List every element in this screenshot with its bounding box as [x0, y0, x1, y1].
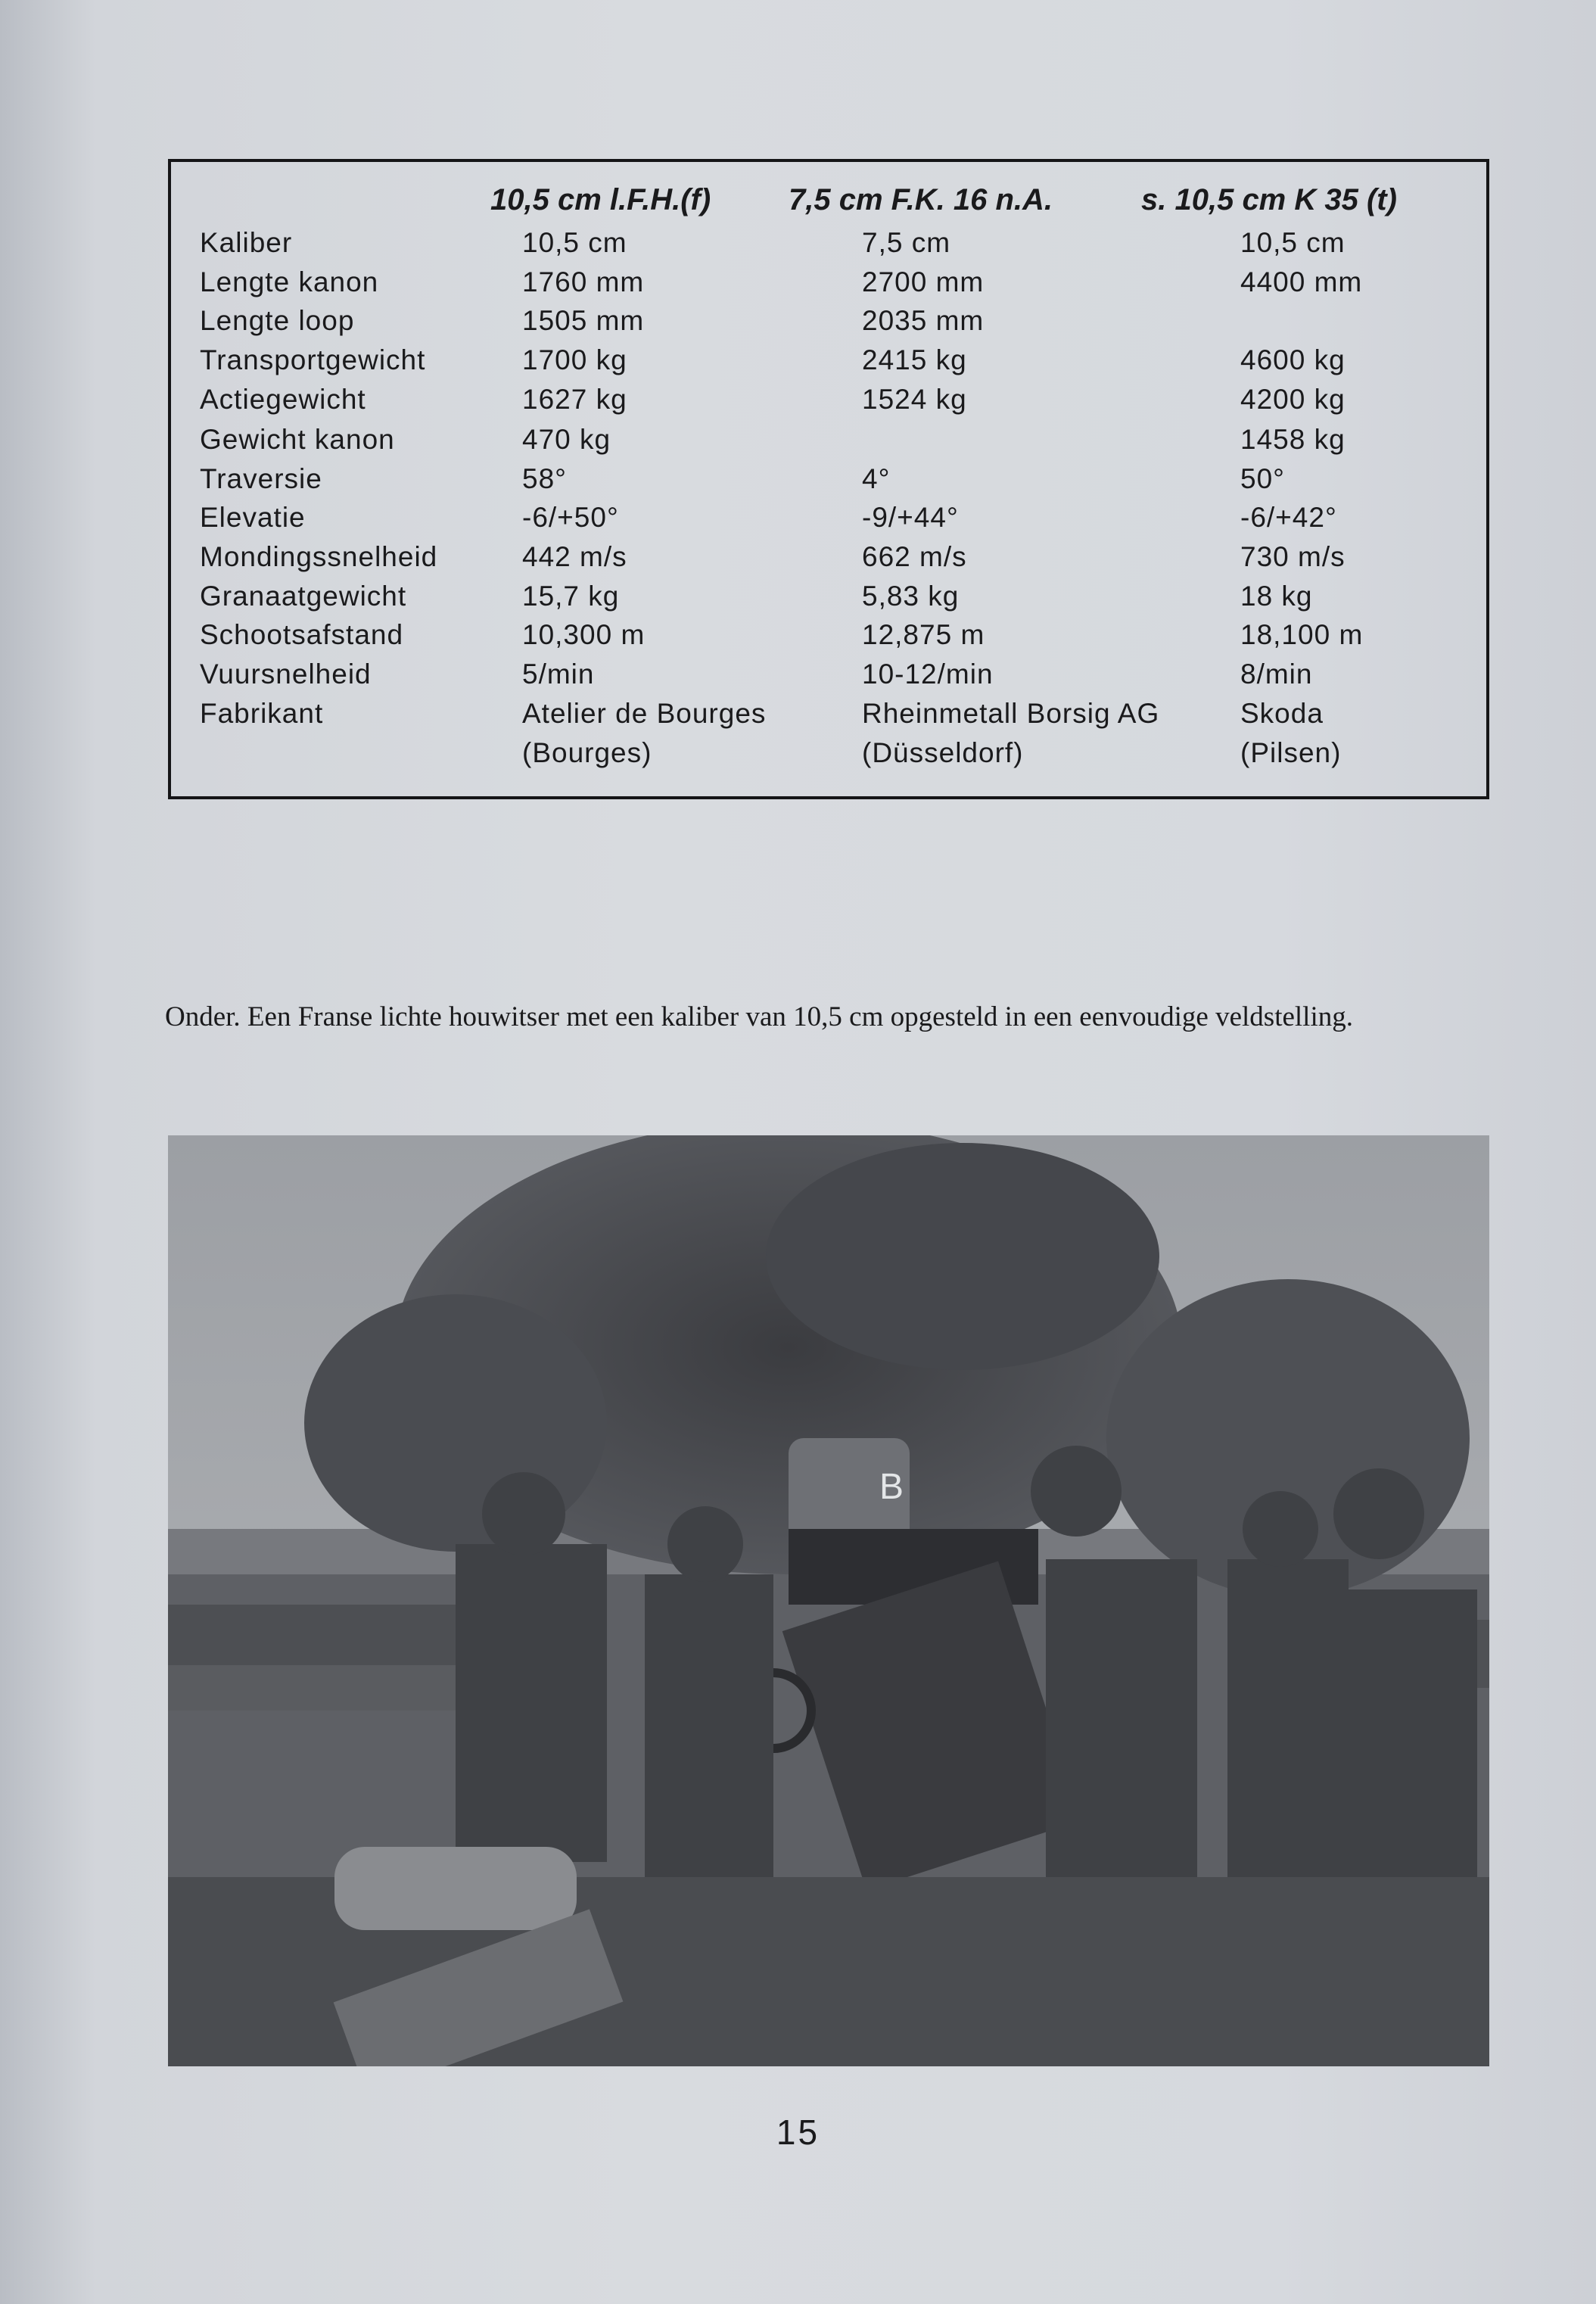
table-cell: 5,83 kg: [862, 581, 960, 612]
table-cell: Atelier de Bourges: [522, 698, 767, 729]
table-cell: 4200 kg: [1240, 384, 1346, 415]
table-row: [171, 541, 1486, 581]
table-cell: -6/+42°: [1240, 502, 1337, 533]
table-cell: (Düsseldorf): [862, 737, 1024, 768]
table-cell: 1458 kg: [1240, 424, 1346, 455]
table-cell: 10-12/min: [862, 659, 994, 690]
table-cell: 2035 mm: [862, 305, 985, 336]
table-cell: 1627 kg: [522, 384, 627, 415]
table-cell: (Pilsen): [1240, 737, 1342, 768]
page-number: 15: [776, 2113, 820, 2152]
photo-illustration: [168, 1135, 1489, 2066]
table-row: [171, 424, 1486, 463]
table-cell: 5/min: [522, 659, 595, 690]
table-cell: -9/+44°: [862, 502, 959, 533]
row-label: Mondingssnelheid: [200, 541, 438, 572]
table-cell: 1524 kg: [862, 384, 967, 415]
table-row: [171, 227, 1486, 266]
table-cell: Rheinmetall Borsig AG: [862, 698, 1160, 729]
row-label: Vuursnelheid: [200, 659, 372, 690]
table-row: [171, 344, 1486, 384]
table-cell: 10,5 cm: [1240, 227, 1346, 258]
row-label: Lengte loop: [200, 305, 355, 336]
table-cell: 2700 mm: [862, 266, 985, 297]
table-row: [171, 502, 1486, 541]
gun-marking-text: B: [879, 1467, 904, 1507]
row-label: Gewicht kanon: [200, 424, 395, 455]
column-header: 7,5 cm F.K. 16 n.A.: [789, 183, 1053, 216]
table-cell: 7,5 cm: [862, 227, 951, 258]
row-label: Actiegewicht: [200, 384, 366, 415]
row-label: Granaatgewicht: [200, 581, 407, 612]
row-label: Traversie: [200, 463, 322, 494]
table-cell: 12,875 m: [862, 619, 985, 650]
table-cell: -6/+50°: [522, 502, 619, 533]
row-label: Kaliber: [200, 227, 293, 258]
table-row: [171, 463, 1486, 503]
table-cell: 1760 mm: [522, 266, 645, 297]
table-row: [171, 737, 1486, 777]
row-label: Fabrikant: [200, 698, 324, 729]
table-cell: 1505 mm: [522, 305, 645, 336]
table-cell: 730 m/s: [1240, 541, 1346, 572]
row-label: Transportgewicht: [200, 344, 426, 375]
table-cell: 4400 mm: [1240, 266, 1363, 297]
table-cell: 18,100 m: [1240, 619, 1364, 650]
column-header: 10,5 cm l.F.H.(f): [490, 183, 711, 216]
table-cell: (Bourges): [522, 737, 652, 768]
table-cell: 50°: [1240, 463, 1285, 494]
table-cell: 470 kg: [522, 424, 611, 455]
table-row: [171, 698, 1486, 737]
table-cell: 18 kg: [1240, 581, 1313, 612]
specifications-table: [168, 159, 1489, 799]
table-cell: 15,7 kg: [522, 581, 620, 612]
table-cell: 58°: [522, 463, 567, 494]
table-cell: 10,300 m: [522, 619, 646, 650]
table-cell: 8/min: [1240, 659, 1313, 690]
row-label: Schootsafstand: [200, 619, 404, 650]
table-cell: 4°: [862, 463, 891, 494]
table-cell: 4600 kg: [1240, 344, 1346, 375]
table-row: [171, 266, 1486, 306]
row-label: Elevatie: [200, 502, 306, 533]
row-label: Lengte kanon: [200, 266, 379, 297]
table-row: [171, 384, 1486, 423]
table-cell: 2415 kg: [862, 344, 967, 375]
table-cell: 662 m/s: [862, 541, 967, 572]
table-cell: Skoda: [1240, 698, 1324, 729]
photo-caption: Onder. Een Franse lichte houwitser met een kaliber van 10,5 cm opgesteld in een eenvoudige veldstelling.: [165, 1001, 1353, 1032]
table-cell: 1700 kg: [522, 344, 627, 375]
column-header: s. 10,5 cm K 35 (t): [1141, 183, 1397, 216]
table-row: [171, 305, 1486, 344]
table-row: [171, 659, 1486, 698]
table-row: [171, 619, 1486, 659]
table-cell: 10,5 cm: [522, 227, 627, 258]
photograph: [168, 1135, 1489, 2066]
table-cell: 442 m/s: [522, 541, 627, 572]
table-row: [171, 581, 1486, 620]
